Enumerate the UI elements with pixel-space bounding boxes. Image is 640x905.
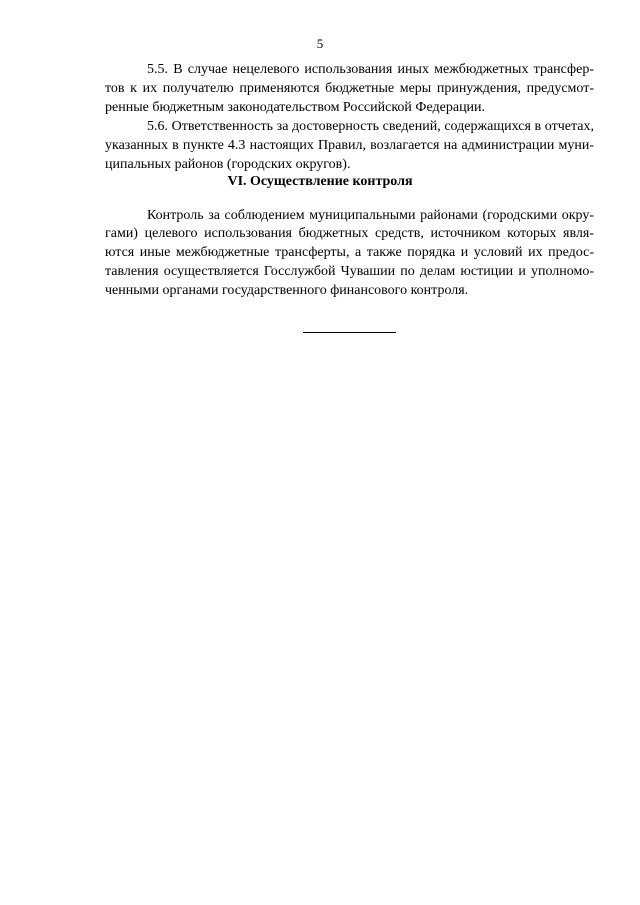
paragraph-line: тов к их получателю применяются бюджетные меры принуждения, предусмот- [105, 81, 594, 96]
paragraph-line: ченными органами государственного финансового контроля. [105, 283, 469, 298]
page-number: 5 [316, 36, 324, 51]
paragraph-line: ципальных районов (городских округов). [105, 157, 351, 172]
paragraph-line: 5.5. В случае нецелевого использования иных межбюджетных трансфер- [147, 62, 594, 77]
paragraph-line: ренные бюджетным законодательством Российской Федерации. [105, 100, 486, 115]
paragraph-line: ются иные межбюджетные трансферты, а также порядка и условий их предос- [105, 245, 594, 260]
paragraph-line: 5.6. Ответственность за достоверность сведений, содержащихся в отчетах, [147, 119, 594, 134]
paragraph-line: указанных в пункте 4.3 настоящих Правил, возлагается на администрации муни- [105, 138, 594, 153]
paragraph-line: гами) целевого использования бюджетных средств, источником которых явля- [105, 226, 594, 241]
end-rule-divider [303, 332, 396, 333]
section-heading: VI. Осуществление контроля [227, 174, 413, 189]
paragraph-line: Контроль за соблюдением муниципальными районами (городскими окру- [147, 208, 594, 223]
paragraph-line: тавления осуществляется Госслужбой Чувашии по делам юстиции и уполномо- [105, 264, 594, 279]
